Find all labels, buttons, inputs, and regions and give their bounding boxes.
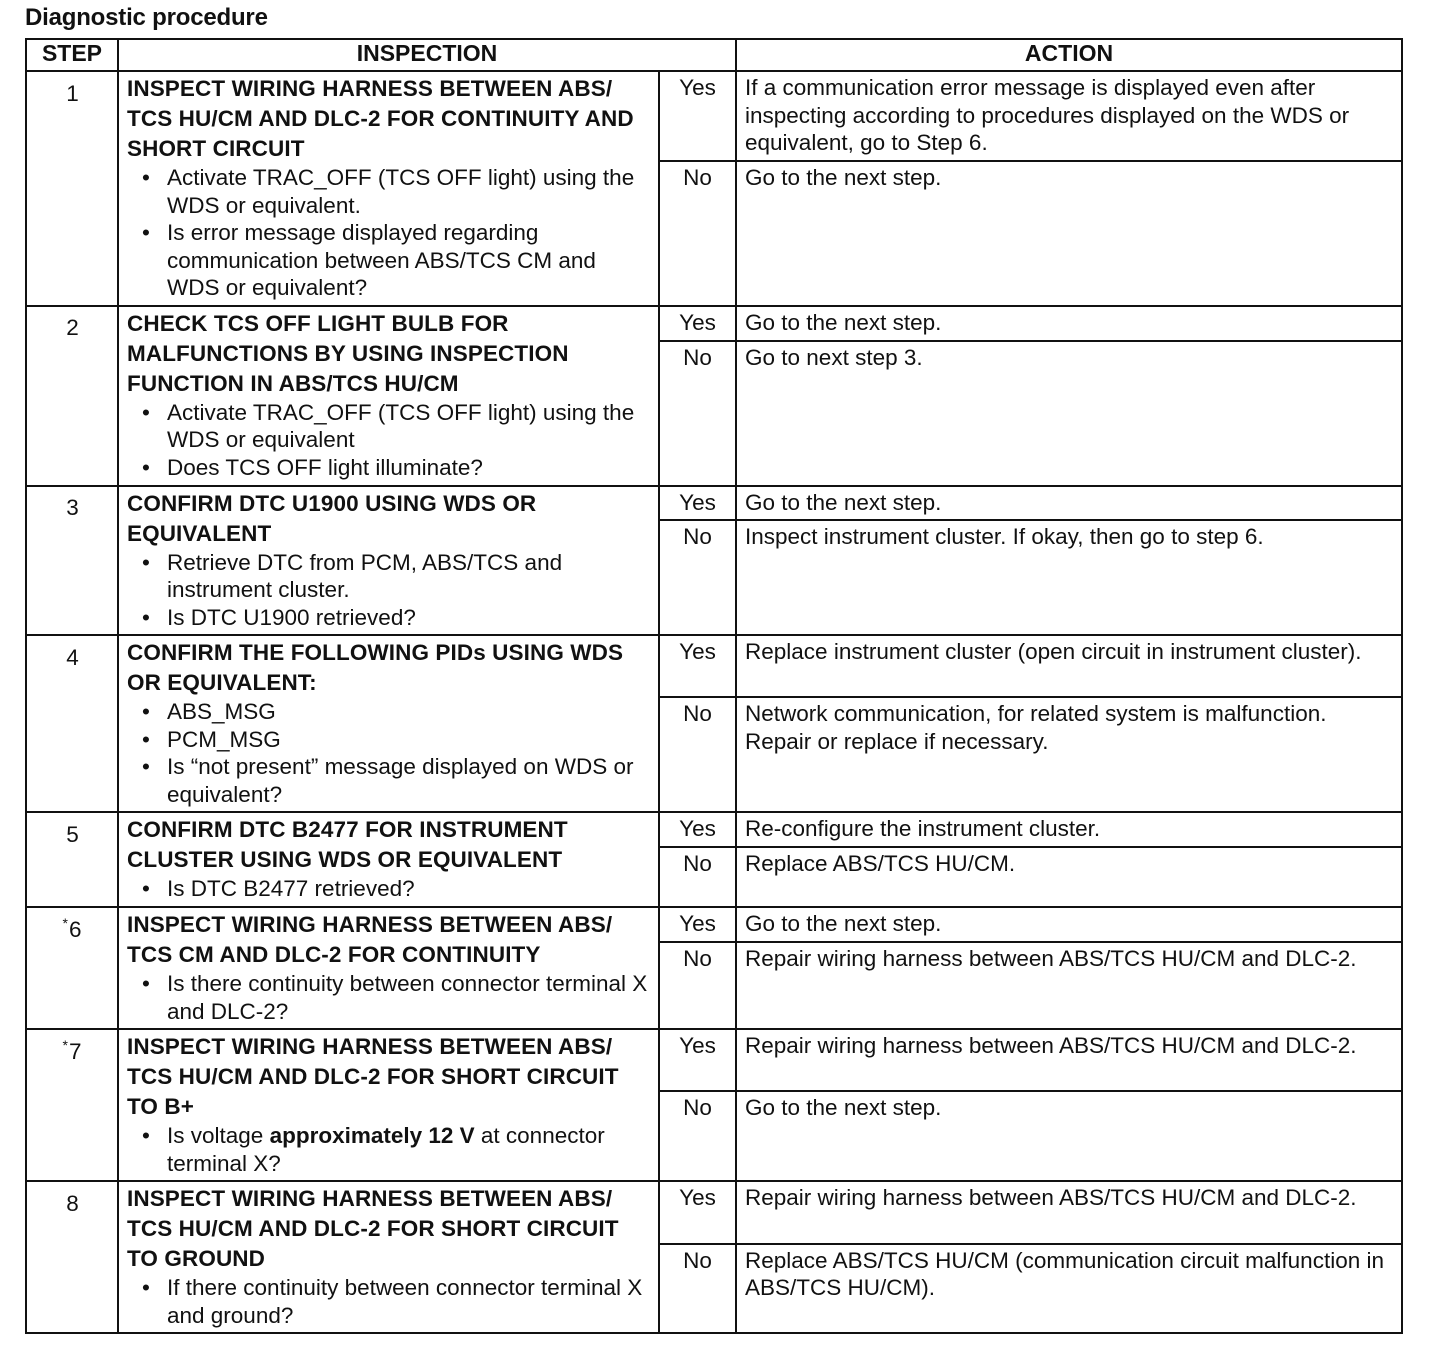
step-row-yes: [26, 1181, 1402, 1244]
yes-label: Yes: [659, 812, 736, 847]
no-label: No: [659, 520, 736, 635]
yes-label: Yes: [659, 1181, 736, 1244]
step-number-cell: [26, 812, 118, 907]
yes-action: Repair wiring harness between ABS/TCS HU/CM and DLC-2.: [736, 1029, 1402, 1091]
bullet-text: at connector terminal X?: [167, 1123, 605, 1176]
inspection-bullet: • PCM_MSG: [127, 726, 652, 754]
no-action: Go to the next step.: [736, 1091, 1402, 1181]
yes-action: Re-configure the instrument cluster.: [736, 812, 1402, 847]
inspection-title: CHECK TCS OFF LIGHT BULB FOR MALFUNCTIONS BY USING INSPECTION FUNCTION IN ABS/TCS HU/CM: [127, 310, 569, 396]
inspection-bullets: [127, 1274, 652, 1329]
step-number-cell: [26, 71, 118, 306]
table-header-row: [26, 39, 1402, 71]
yes-label: Yes: [659, 71, 736, 161]
inspection-cell: [118, 306, 659, 486]
inspection-bullet: • Is DTC U1900 retrieved?: [127, 604, 652, 632]
inspection-title: CONFIRM DTC B2477 FOR INSTRUMENT CLUSTER USING WDS OR EQUIVALENT: [127, 817, 568, 872]
inspection-bullets: [127, 399, 652, 482]
inspection-bullets: [127, 698, 652, 808]
step-mark: *: [62, 1037, 68, 1053]
inspection-bullet: • Retrieve DTC from PCM, ABS/TCS and instrument cluster.: [127, 549, 652, 604]
inspection-bullet: • If there continuity between connector terminal X and ground?: [127, 1274, 652, 1329]
yes-action: Repair wiring harness between ABS/TCS HU/CM and DLC-2.: [736, 1181, 1402, 1244]
no-action: Go to next step 3.: [736, 341, 1402, 486]
inspection-bullets: [127, 164, 652, 302]
bullet-text: Is voltage: [167, 1123, 270, 1148]
step-row-yes: [26, 812, 1402, 847]
no-label: No: [659, 942, 736, 1029]
inspection-column-header: INSPECTION: [118, 39, 736, 71]
yes-label: Yes: [659, 635, 736, 697]
inspection-bullet: • ABS_MSG: [127, 698, 652, 726]
inspection-bullet: • Is error message displayed regarding communication between ABS/TCS CM and WDS or equivalent?: [127, 219, 652, 302]
no-action: Network communication, for related system is malfunction. Repair or replace if necessary.: [736, 697, 1402, 812]
step-row-yes: [26, 71, 1402, 161]
step-number-cell: [26, 1029, 118, 1181]
step-row-yes: [26, 306, 1402, 341]
inspection-cell: [118, 635, 659, 812]
yes-label: Yes: [659, 306, 736, 341]
inspection-title: INSPECT WIRING HARNESS BETWEEN ABS/ TCS HU/CM AND DLC-2 FOR SHORT CIRCUIT TO GROUND: [127, 1186, 619, 1271]
inspection-title: INSPECT WIRING HARNESS BETWEEN ABS/ TCS CM AND DLC-2 FOR CONTINUITY: [127, 912, 613, 967]
yes-action: Go to the next step.: [736, 907, 1402, 942]
step-number: 5: [66, 821, 79, 847]
inspection-bullets: [127, 875, 652, 903]
yes-action: Replace instrument cluster (open circuit in instrument cluster).: [736, 635, 1402, 697]
inspection-cell: [118, 812, 659, 907]
page-title: Diagnostic procedure: [25, 4, 268, 31]
step-number: 3: [66, 495, 79, 520]
no-action: Repair wiring harness between ABS/TCS HU/CM and DLC-2.: [736, 942, 1402, 1029]
inspection-bullet: • Activate TRAC_OFF (TCS OFF light) using the WDS or equivalent.: [127, 164, 652, 219]
yes-action: If a communication error message is displayed even after inspecting according to procedures displayed on the WDS or equivalent, go to Step 6.: [736, 71, 1402, 161]
inspection-bullets: [127, 970, 652, 1025]
step-number: 6: [68, 916, 82, 942]
step-number: 8: [66, 1190, 79, 1216]
no-label: No: [659, 847, 736, 907]
no-action: Replace ABS/TCS HU/CM.: [736, 847, 1402, 907]
no-label: No: [659, 697, 736, 812]
inspection-bullet: • Is “not present” message displayed on WDS or equivalent?: [127, 753, 652, 808]
action-column-header: ACTION: [736, 39, 1402, 71]
step-number: 2: [66, 315, 79, 340]
step-number-cell: [26, 635, 118, 812]
inspection-cell: [118, 486, 659, 636]
no-label: No: [659, 1091, 736, 1181]
step-row-yes: [26, 907, 1402, 942]
step-row-yes: [26, 635, 1402, 697]
yes-label: Yes: [659, 1029, 736, 1091]
inspection-title: CONFIRM DTC U1900 USING WDS OR EQUIVALENT: [127, 490, 537, 546]
no-label: No: [659, 1244, 736, 1333]
diagnostic-procedure-table: [25, 38, 1403, 1334]
inspection-cell: [118, 907, 659, 1029]
step-number: 1: [66, 80, 79, 106]
inspection-title: INSPECT WIRING HARNESS BETWEEN ABS/ TCS HU/CM AND DLC-2 FOR CONTINUITY AND SHORT CIRCUIT: [127, 76, 634, 161]
step-row-yes: [26, 1029, 1402, 1091]
no-label: No: [659, 161, 736, 305]
yes-label: Yes: [659, 486, 736, 521]
yes-label: Yes: [659, 907, 736, 942]
inspection-bullet: • Activate TRAC_OFF (TCS OFF light) using the WDS or equivalent: [127, 399, 652, 454]
inspection-bullet: • Is DTC B2477 retrieved?: [127, 875, 652, 903]
step-number-cell: [26, 306, 118, 486]
no-label: No: [659, 341, 736, 486]
inspection-bullets: [127, 549, 652, 632]
step-column-header: STEP: [26, 39, 118, 71]
inspection-bullet: [127, 1122, 652, 1177]
no-action: Inspect instrument cluster. If okay, then go to step 6.: [736, 520, 1402, 635]
inspection-bullets: [127, 1122, 652, 1177]
yes-action: Go to the next step.: [736, 486, 1402, 521]
inspection-cell: [118, 1029, 659, 1181]
inspection-cell: [118, 71, 659, 306]
step-row-yes: [26, 486, 1402, 521]
step-number-cell: [26, 907, 118, 1029]
yes-action: Go to the next step.: [736, 306, 1402, 341]
inspection-cell: [118, 1181, 659, 1333]
step-mark: *: [62, 915, 68, 931]
step-number-cell: [26, 1181, 118, 1333]
no-action: Replace ABS/TCS HU/CM (communication circuit malfunction in ABS/TCS HU/CM).: [736, 1244, 1402, 1333]
bullet-emphasis: approximately 12 V: [269, 1123, 475, 1148]
step-number: 4: [66, 644, 79, 670]
step-number: 7: [68, 1038, 82, 1064]
inspection-bullet: • Is there continuity between connector terminal X and DLC-2?: [127, 970, 652, 1025]
inspection-bullet: • Does TCS OFF light illuminate?: [127, 454, 652, 482]
no-action: Go to the next step.: [736, 161, 1402, 305]
inspection-title: INSPECT WIRING HARNESS BETWEEN ABS/ TCS HU/CM AND DLC-2 FOR SHORT CIRCUIT TO B+: [127, 1034, 619, 1119]
inspection-title: CONFIRM THE FOLLOWING PIDs USING WDS OR EQUIVALENT:: [127, 640, 624, 695]
step-number-cell: [26, 486, 118, 636]
